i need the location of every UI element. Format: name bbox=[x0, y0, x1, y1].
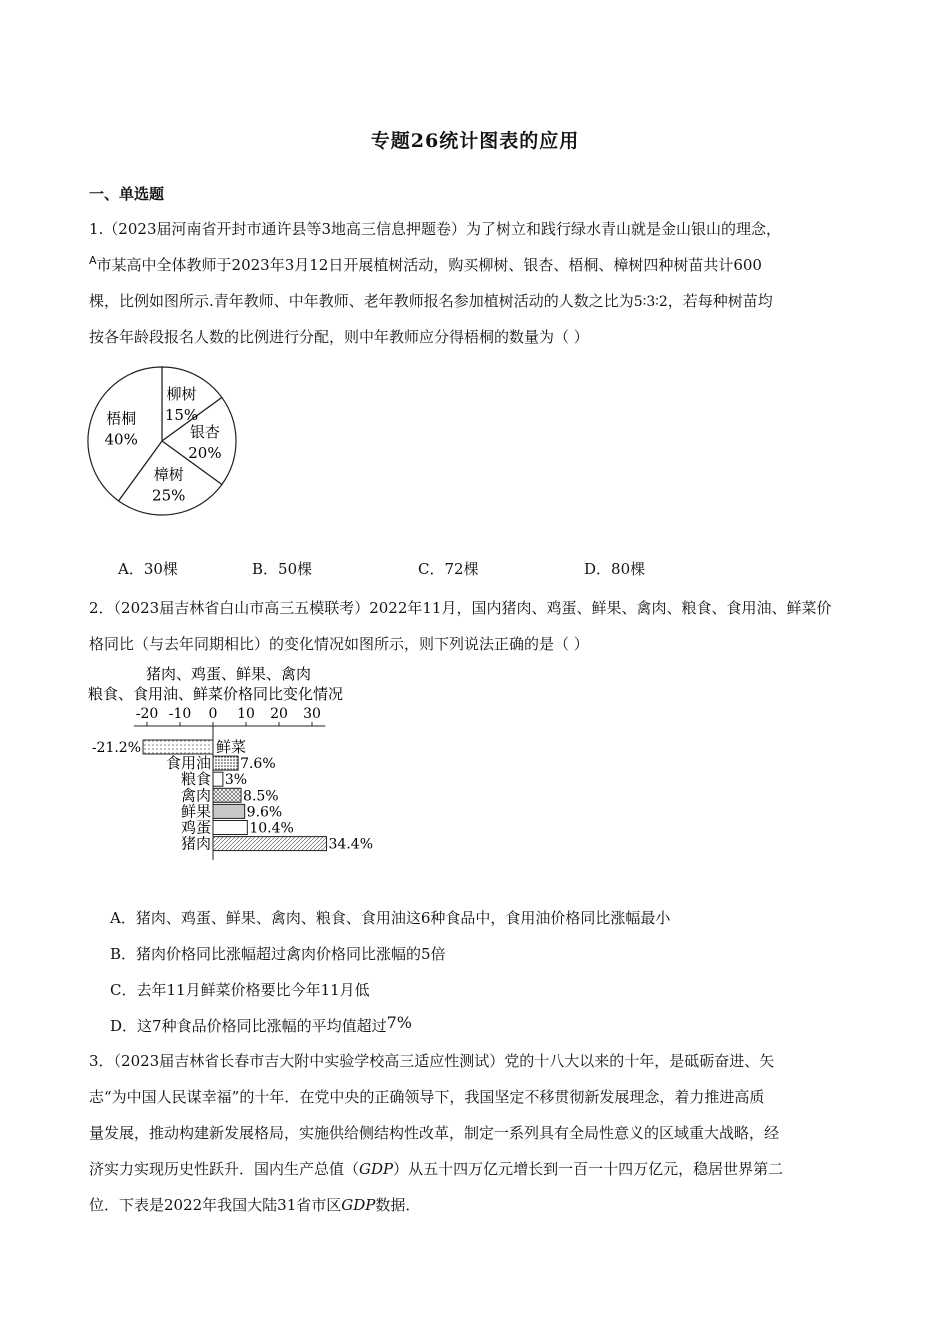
pie-label-name: 梧桐 bbox=[106, 409, 137, 428]
q3-line-5 bbox=[89, 1194, 420, 1215]
bar-2 bbox=[213, 772, 223, 786]
q2-option-a[interactable]: A．猪肉、鸡蛋、鲜果、禽肉、粮食、食用油这6种食品中，食用油价格同比涨幅最小 bbox=[110, 909, 671, 927]
q3-line-4 bbox=[89, 1158, 783, 1179]
q1-option-a[interactable]: A．30棵 bbox=[118, 560, 178, 578]
q1-option-b[interactable]: B．50棵 bbox=[252, 560, 313, 578]
bar-value-label: -21.2% bbox=[91, 740, 142, 756]
q2-option-b[interactable]: B．猪肉价格同比涨幅超过禽肉价格同比涨幅的5倍 bbox=[110, 945, 446, 963]
bar-category-label: 粮食 bbox=[180, 770, 211, 789]
pie-label-name: 银杏 bbox=[189, 423, 220, 441]
q1-ratio: 5∶3∶2 bbox=[633, 294, 668, 310]
bar-value-label: 8.5% bbox=[243, 788, 279, 805]
bar-category-label: 食用油 bbox=[165, 754, 211, 773]
bar-value-label: 10.4% bbox=[249, 820, 294, 837]
bar-chart-title-1: 猪肉、鸡蛋、鲜果、禽肉 bbox=[146, 665, 312, 683]
q2-option-d-value: 7% bbox=[386, 1013, 412, 1032]
q3-line-5-pre: 位．下表是2022年我国大陆31省市区 bbox=[89, 1196, 342, 1214]
bar-category-label: 鸡蛋 bbox=[180, 818, 211, 837]
bar-6 bbox=[213, 837, 327, 851]
q1-line-4: 按各年龄段报名人数的比例进行分配，则中年教师应分得梧桐的数量为（ ） bbox=[89, 328, 589, 346]
q1-line-2-text: 市某高中全体教师于2023年3月12日开展植树活动，购买柳树、银杏、梧桐、樟树四种树苗共计600 bbox=[96, 256, 762, 274]
x-tick-label: -10 bbox=[168, 706, 192, 722]
bar-value-label: 3% bbox=[224, 772, 248, 789]
q1-option-c[interactable]: C．72棵 bbox=[418, 560, 479, 578]
x-tick-label: 10 bbox=[237, 706, 255, 722]
x-tick-label: 20 bbox=[270, 706, 288, 722]
bar-1 bbox=[213, 756, 238, 770]
q2-line-2: 格同比（与去年同期相比）的变化情况如图所示，则下列说法正确的是（ ） bbox=[89, 635, 589, 653]
bar-category-label: 鲜菜 bbox=[216, 738, 247, 756]
q3-line-4-pre: 济实力实现历史性跃升．国内生产总值（ bbox=[89, 1160, 360, 1178]
q3-line-4-post: ）从五十四万亿元增长到一百一十四万亿元，稳居世界第二 bbox=[393, 1160, 784, 1178]
page-title: 专题26统计图表的应用 bbox=[370, 130, 580, 152]
q3-line-1: 3．（2023届吉林省长春市吉大附中实验学校高三适应性测试）党的十八大以来的十年，是砥砺奋进、矢 bbox=[89, 1052, 775, 1070]
q1-option-d[interactable]: D．80棵 bbox=[584, 560, 646, 578]
bar-5 bbox=[213, 821, 247, 835]
pie-label-value: 25% bbox=[152, 486, 186, 505]
pie-label-name: 樟树 bbox=[153, 465, 184, 484]
bar-category-label: 猪肉 bbox=[180, 834, 211, 853]
bar-3 bbox=[213, 788, 241, 802]
pie-chart bbox=[80, 355, 260, 530]
pie-label-value: 15% bbox=[164, 405, 199, 424]
x-tick-label: -20 bbox=[135, 706, 159, 722]
section-heading: 一、单选题 bbox=[89, 185, 165, 203]
bar-value-label: 9.6% bbox=[246, 804, 283, 821]
bar-category-label: 禽肉 bbox=[180, 786, 211, 805]
q1-line-3-pre: 棵，比例如图所示.青年教师、中年教师、老年教师报名参加植树活动的人数之比为 bbox=[89, 292, 634, 310]
bar-chart-title-2: 粮食、食用油、鲜菜价格同比变化情况 bbox=[88, 685, 344, 703]
q2-option-c[interactable]: C．去年11月鲜菜价格要比今年11月低 bbox=[110, 981, 370, 999]
bar-value-label: 34.4% bbox=[328, 836, 374, 853]
bar-4 bbox=[213, 804, 245, 818]
q3-gdp: GDP bbox=[359, 1160, 394, 1178]
q2-option-d-text: D．这7种食品价格同比涨幅的平均值超过 bbox=[110, 1017, 387, 1035]
bar-value-label: 7.6% bbox=[240, 756, 276, 773]
q2-line-1: 2．（2023届吉林省白山市高三五模联考）2022年11月，国内猪肉、鸡蛋、鲜果、禽肉、粮食、食用油、鲜菜价 bbox=[89, 599, 832, 617]
q1-line-3 bbox=[89, 290, 773, 311]
q2-option-d[interactable] bbox=[110, 1013, 412, 1036]
x-tick-label: 0 bbox=[208, 706, 218, 722]
bar-category-label: 鲜果 bbox=[180, 802, 211, 821]
q3-line-5-post: 数据． bbox=[375, 1196, 421, 1214]
pie-label-value: 40% bbox=[104, 430, 138, 449]
q3-line-2: 志“为中国人民谋幸福”的十年．在党中央的正确领导下，我国坚定不移贯彻新发展理念，着力推进高质 bbox=[89, 1088, 765, 1106]
x-tick-label: 30 bbox=[303, 706, 321, 722]
q1-line-1: 1.（2023届河南省开封市通许县等3地高三信息押题卷）为了树立和践行绿水青山就是金山银山的理念， bbox=[89, 220, 782, 238]
bar-chart bbox=[80, 660, 400, 870]
q1-a-mark: A bbox=[89, 254, 97, 267]
bar-0 bbox=[143, 740, 213, 754]
q3-gdp-2: GDP bbox=[341, 1196, 376, 1214]
q1-line-3-post: ，若每种树苗均 bbox=[667, 292, 773, 310]
q3-line-3: 量发展，推动构建新发展格局，实施供给侧结构性改革，制定一系列具有全局性意义的区域重大战略，经 bbox=[89, 1124, 780, 1142]
pie-label-value: 20% bbox=[188, 444, 222, 462]
pie-label-name: 柳树 bbox=[166, 384, 197, 403]
q1-line-2 bbox=[89, 254, 762, 275]
